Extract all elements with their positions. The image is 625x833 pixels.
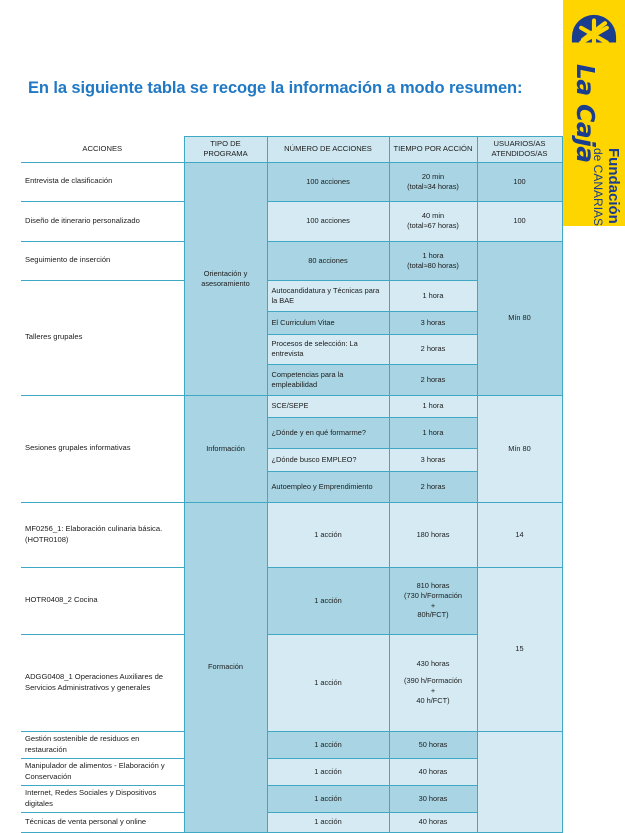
row-accion: Talleres grupales [21,280,184,395]
table-row [21,241,562,280]
column-header-numero-acciones: NÚMERO DE ACCIONES [267,137,389,163]
row-usuarios: 14 [477,502,562,567]
row-accion: Técnicas de venta personal y online [21,812,184,832]
logo-brand-tertiary: de CANARIAS [591,148,605,226]
row-tiempo [389,201,477,241]
row-numero: Procesos de selección: La entrevista [267,334,389,364]
table-row [21,201,562,241]
logo-brand-secondary: Fundación [605,148,622,224]
row-numero: 1 acción [267,731,389,758]
program-formacion: Formación [184,502,267,832]
row-tiempo: 180 horas [389,502,477,567]
row-numero: 1 acción [267,634,389,731]
column-header-acciones: ACCIONES [21,137,184,163]
row-usuarios-line1: Mín 80 [508,443,531,453]
row-numero: 100 acciones [267,162,389,201]
logo-wordmark [563,62,625,226]
table-row [21,502,562,567]
row-tiempo: 2 horas [389,471,477,502]
row-numero: Competencias para la empleabilidad [267,364,389,395]
row-usuarios [477,241,562,395]
row-accion: Manipulador de alimentos - Elaboración y Conservación [21,758,184,785]
table-row [21,395,562,417]
column-header-tipo-programa: TIPO DE PROGRAMA [184,137,267,163]
row-tiempo-line4: 80h/FCT) [417,610,449,620]
logo-brand-primary: La Caja [571,64,600,163]
row-usuarios [477,395,562,502]
row-numero: Autocandidatura y Técnicas para la BAE [267,280,389,311]
row-tiempo: 3 horas [389,311,477,334]
row-accion: Gestión sostenible de residuos en restauración [21,731,184,758]
row-accion: Internet, Redes Sociales y Dispositivos digitales [21,785,184,812]
row-tiempo-line2: (730 h/Formación [404,590,462,600]
row-tiempo: 2 horas [389,364,477,395]
program-orientacion: Orientación y asesoramiento [184,162,267,395]
page-title: En la siguiente tabla se recoge la información a modo resumen: [28,79,523,97]
row-tiempo [389,162,477,201]
row-tiempo [389,241,477,280]
program-informacion: Información [184,395,267,502]
row-tiempo-line1: 1 hora [422,250,444,260]
row-accion: MF0256_1: Elaboración culinaria básica. (HOTR0108) [21,502,184,567]
row-tiempo: 40 horas [389,812,477,832]
row-accion: ADGG0408_1 Operaciones Auxiliares de Servicios Administrativos y generales [21,634,184,731]
row-tiempo: 2 horas [389,334,477,364]
row-usuarios: 15 [477,567,562,731]
table-header-row [21,137,562,163]
row-numero: 100 acciones [267,201,389,241]
row-tiempo-line2: (390 h/Formación [404,676,462,686]
row-tiempo-line1: 40 min [421,211,445,221]
row-tiempo: 30 horas [389,785,477,812]
row-tiempo-line1: 430 horas [416,659,450,669]
row-accion: Seguimiento de inserción [21,241,184,280]
row-tiempo-line2: (total≈34 horas) [407,181,459,191]
row-numero: Autoempleo y Emprendimiento [267,471,389,502]
table-row [21,567,562,634]
column-header-usuarios: USUARIOS/AS ATENDIDOS/AS [477,137,562,163]
row-tiempo-line2: (total≈67 horas) [407,221,459,230]
row-numero: 1 acción [267,785,389,812]
row-accion: HOTR0408_2 Cocina [21,567,184,634]
row-tiempo-line3: + [430,600,436,610]
row-numero: 80 acciones [267,241,389,280]
row-tiempo-line3: + [430,686,436,695]
table-row [21,162,562,201]
row-accion: Diseño de itinerario personalizado [21,201,184,241]
row-usuarios [477,731,562,832]
row-tiempo [389,567,477,634]
row-numero: ¿Dónde busco EMPLEO? [267,448,389,471]
row-accion: Entrevista de clasificación [21,162,184,201]
row-numero: SCE/SEPE [267,395,389,417]
row-numero: 1 acción [267,758,389,785]
row-tiempo: 40 horas [389,758,477,785]
column-header-tiempo-accion: TIEMPO POR ACCIÓN [389,137,477,163]
row-numero: 1 acción [267,502,389,567]
row-tiempo: 3 horas [389,448,477,471]
table-row [21,731,562,758]
row-usuarios: 100 [477,162,562,201]
row-numero: 1 acción [267,567,389,634]
row-tiempo: 1 hora [389,395,477,417]
row-numero: El Curriculum Vitae [267,311,389,334]
row-tiempo-line2: (total≈80 horas) [407,260,459,270]
row-numero: ¿Dónde y en qué formarme? [267,417,389,448]
row-tiempo: 1 hora [389,417,477,448]
row-usuarios: 100 [477,201,562,241]
row-numero: 1 acción [267,812,389,832]
row-tiempo-line4: 40 h/FCT) [416,695,450,705]
row-tiempo-line1: 20 min [421,171,445,181]
row-tiempo: 1 hora [389,280,477,311]
row-usuarios-line1: Mín 80 [508,313,531,322]
summary-table [21,136,563,833]
row-tiempo-line1: 810 horas [416,580,450,590]
row-accion: Sesiones grupales informativas [21,395,184,502]
row-tiempo: 50 horas [389,731,477,758]
row-tiempo [389,634,477,731]
fundacion-la-caja-logo-panel [563,0,625,226]
asterisk-star-icon [571,14,617,60]
